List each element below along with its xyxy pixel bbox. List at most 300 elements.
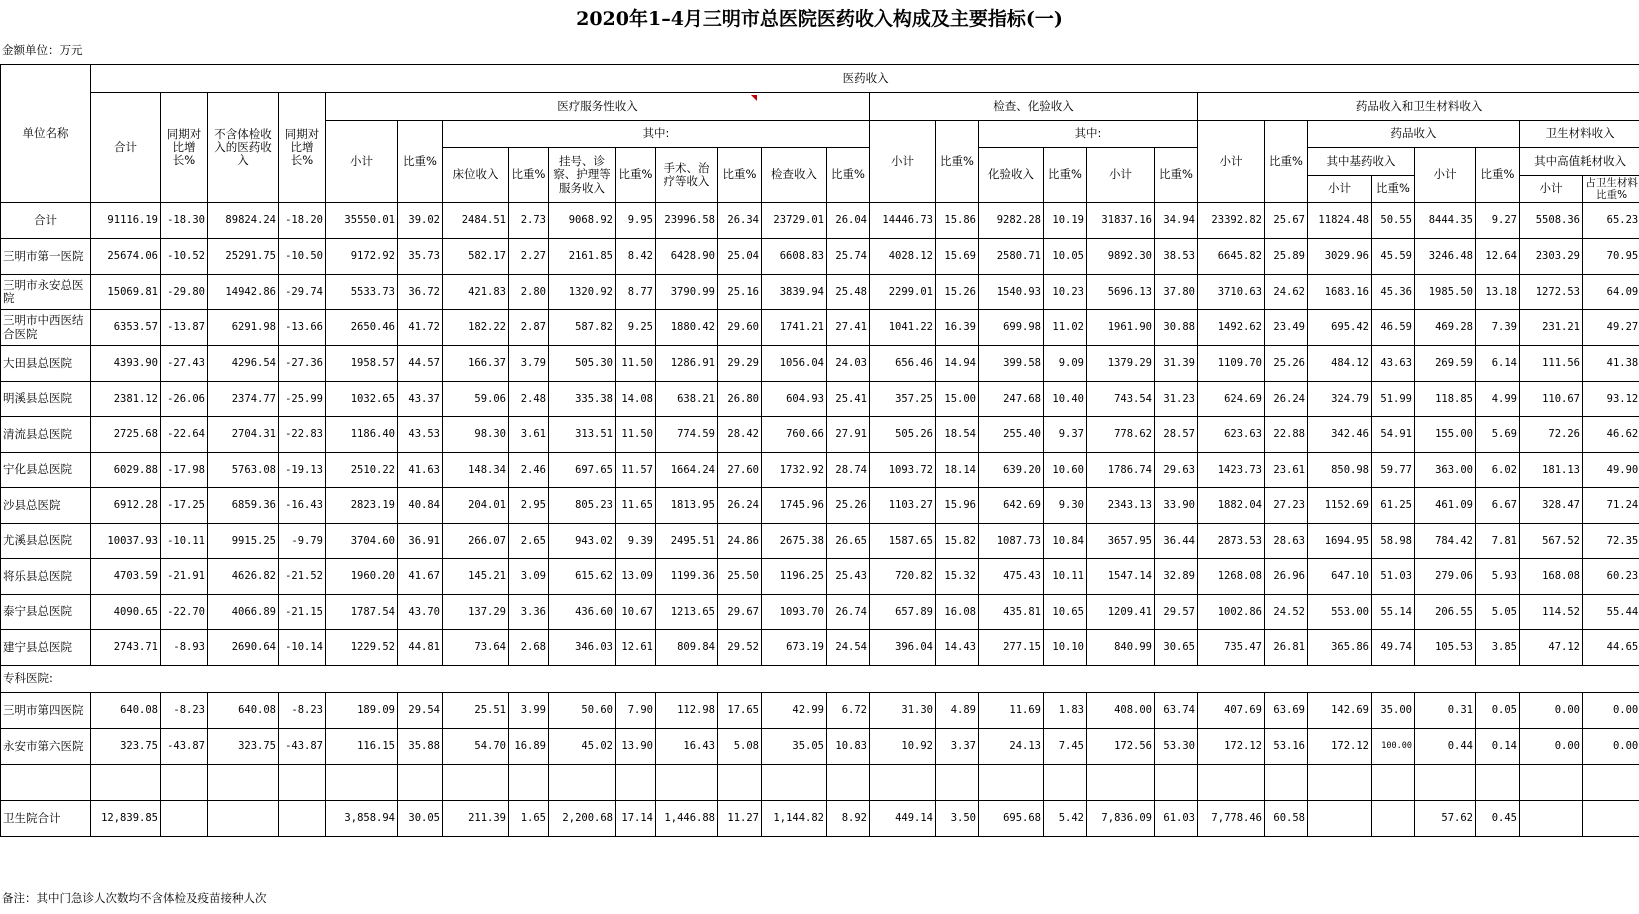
table-cell: 1745.96: [762, 488, 827, 524]
table-cell: -19.13: [279, 453, 326, 488]
table-cell: [1308, 801, 1372, 837]
table-cell: 16.08: [936, 595, 979, 630]
table-cell: 112.98: [656, 693, 718, 729]
table-cell: 1423.73: [1198, 453, 1265, 488]
table-cell: 784.42: [1415, 524, 1476, 559]
table-cell: 6.14: [1476, 346, 1520, 382]
table-cell: 760.66: [762, 417, 827, 453]
table-cell: 11.69: [979, 693, 1044, 729]
table-row: [1, 453, 1639, 488]
table-cell: 3.61: [509, 417, 549, 453]
table-cell: 313.51: [549, 417, 616, 453]
table-cell: 182.22: [443, 310, 509, 346]
table-cell: 93.12: [1583, 382, 1639, 417]
table-cell: 3.99: [509, 693, 549, 729]
table-cell: 247.68: [979, 382, 1044, 417]
table-cell: 323.75: [208, 729, 279, 765]
table-cell: 51.99: [1372, 382, 1415, 417]
table-cell: 17.65: [718, 693, 762, 729]
table-cell: 110.67: [1520, 382, 1583, 417]
table-cell: [762, 765, 827, 801]
table-cell: 6608.83: [762, 239, 827, 275]
table-cell: -27.36: [279, 346, 326, 382]
table-cell: 25.51: [443, 693, 509, 729]
table-cell: 54.70: [443, 729, 509, 765]
table-cell: 6.02: [1476, 453, 1520, 488]
table-cell: 25.26: [827, 488, 870, 524]
table-cell: 172.56: [1087, 729, 1155, 765]
table-cell: 269.59: [1415, 346, 1476, 382]
row-name: 清流县总医院: [1, 417, 91, 453]
table-cell: 3.37: [936, 729, 979, 765]
table-cell: 6645.82: [1198, 239, 1265, 275]
table-cell: 4393.90: [91, 346, 161, 382]
table-cell: 615.62: [549, 559, 616, 595]
table-cell: -43.87: [161, 729, 208, 765]
table-cell: [279, 801, 326, 837]
table-cell: [1372, 801, 1415, 837]
table-cell: 28.42: [718, 417, 762, 453]
table-cell: 10.84: [1044, 524, 1087, 559]
table-cell: 778.62: [1087, 417, 1155, 453]
table-cell: [208, 765, 279, 801]
table-cell: 2,200.68: [549, 801, 616, 837]
table-cell: 30.88: [1155, 310, 1198, 346]
table-cell: 5.93: [1476, 559, 1520, 595]
table-cell: 59.06: [443, 382, 509, 417]
row-name: 卫生院合计: [1, 801, 91, 837]
table-cell: 26.81: [1265, 630, 1308, 666]
table-cell: [443, 765, 509, 801]
table-cell: 1103.27: [870, 488, 936, 524]
table-cell: 2.65: [509, 524, 549, 559]
table-cell: 1813.95: [656, 488, 718, 524]
table-cell: 44.57: [398, 346, 443, 382]
table-cell: -18.30: [161, 203, 208, 239]
table-cell: 15.86: [936, 203, 979, 239]
table-cell: 15.26: [936, 275, 979, 310]
table-cell: 1229.52: [326, 630, 398, 666]
table-row: [1, 239, 1639, 275]
table-cell: 3.79: [509, 346, 549, 382]
header-surgery: 手术、治疗等收入: [656, 148, 718, 203]
table-cell: 71.24: [1583, 488, 1639, 524]
table-cell: 9.95: [616, 203, 656, 239]
table-cell: 10.92: [870, 729, 936, 765]
table-cell: 28.57: [1155, 417, 1198, 453]
table-cell: 58.98: [1372, 524, 1415, 559]
table-cell: 624.69: [1198, 382, 1265, 417]
table-cell: 53.30: [1155, 729, 1198, 765]
table-cell: 15.69: [936, 239, 979, 275]
table-cell: 3.85: [1476, 630, 1520, 666]
table-cell: 7.39: [1476, 310, 1520, 346]
table-cell: 279.06: [1415, 559, 1476, 595]
header-drug-material-income: 药品收入和卫生材料收入: [1198, 93, 1639, 121]
table-cell: 840.99: [1087, 630, 1155, 666]
table-cell: 735.47: [1198, 630, 1265, 666]
table-cell: 10.05: [1044, 239, 1087, 275]
table-cell: 436.60: [549, 595, 616, 630]
table-cell: 22.88: [1265, 417, 1308, 453]
table-cell: 27.60: [718, 453, 762, 488]
table-cell: 1379.29: [1087, 346, 1155, 382]
table-cell: -8.93: [161, 630, 208, 666]
table-cell: 3.36: [509, 595, 549, 630]
row-name: [1, 765, 91, 801]
table-cell: 805.23: [549, 488, 616, 524]
table-cell: 11.50: [616, 346, 656, 382]
table-cell: 73.64: [443, 630, 509, 666]
table-cell: 181.13: [1520, 453, 1583, 488]
table-cell: 4066.89: [208, 595, 279, 630]
header-drug-subtotal: 小计: [1087, 148, 1155, 203]
table-cell: 553.00: [1308, 595, 1372, 630]
table-cell: 4703.59: [91, 559, 161, 595]
table-cell: [1583, 765, 1639, 801]
table-cell: 9.30: [1044, 488, 1087, 524]
table-row: [1, 693, 1639, 729]
table-cell: [1198, 765, 1265, 801]
header-basic-subtotal: 小计: [1308, 176, 1372, 203]
table-cell: 396.04: [870, 630, 936, 666]
table-cell: 1683.16: [1308, 275, 1372, 310]
table-cell: 60.23: [1583, 559, 1639, 595]
table-cell: 2823.19: [326, 488, 398, 524]
table-cell: [91, 765, 161, 801]
table-cell: 399.58: [979, 346, 1044, 382]
table-cell: 145.21: [443, 559, 509, 595]
table-cell: 642.69: [979, 488, 1044, 524]
table-cell: 10.23: [1044, 275, 1087, 310]
table-row: [1, 382, 1639, 417]
header-exam-lab-income: 检查、化验收入: [870, 93, 1198, 121]
table-cell: 8444.35: [1415, 203, 1476, 239]
table-cell: 1,446.88: [656, 801, 718, 837]
table-cell: 943.02: [549, 524, 616, 559]
header-lab: 化验收入: [979, 148, 1044, 203]
table-cell: 421.83: [443, 275, 509, 310]
table-row: [1, 729, 1639, 765]
table-cell: 172.12: [1308, 729, 1372, 765]
header-ratio-lab: 比重%: [1044, 148, 1087, 203]
table-cell: 29.60: [718, 310, 762, 346]
table-row: [1, 524, 1639, 559]
row-name: 合计: [1, 203, 91, 239]
table-cell: 582.17: [443, 239, 509, 275]
table-cell: 0.31: [1415, 693, 1476, 729]
table-cell: 2510.22: [326, 453, 398, 488]
table-cell: 23.61: [1265, 453, 1308, 488]
table-cell: 809.84: [656, 630, 718, 666]
table-cell: 26.24: [718, 488, 762, 524]
table-cell: 29.52: [718, 630, 762, 666]
table-cell: 25.16: [718, 275, 762, 310]
table-cell: 18.54: [936, 417, 979, 453]
table-cell: 1.83: [1044, 693, 1087, 729]
table-cell: 33.90: [1155, 488, 1198, 524]
page-title: 2020年1–4月三明市总医院医药收入构成及主要指标(一): [576, 8, 1063, 30]
table-row: [1, 488, 1639, 524]
table-cell: 63.74: [1155, 693, 1198, 729]
header-high-value: 其中高值耗材收入: [1520, 148, 1639, 176]
table-cell: 14446.73: [870, 203, 936, 239]
table-cell: 41.72: [398, 310, 443, 346]
table-cell: 3246.48: [1415, 239, 1476, 275]
table-cell: 53.16: [1265, 729, 1308, 765]
table-cell: 5696.13: [1087, 275, 1155, 310]
table-cell: -25.99: [279, 382, 326, 417]
table-cell: 61.03: [1155, 801, 1198, 837]
table-cell: 39.02: [398, 203, 443, 239]
table-cell: 30.65: [1155, 630, 1198, 666]
table-cell: 206.55: [1415, 595, 1476, 630]
table-cell: [161, 801, 208, 837]
table-cell: 6029.88: [91, 453, 161, 488]
table-cell: 6428.90: [656, 239, 718, 275]
table-cell: [549, 765, 616, 801]
header-ratio-surgery: 比重%: [718, 148, 762, 203]
table-cell: 6353.57: [91, 310, 161, 346]
table-cell: 1664.24: [656, 453, 718, 488]
table-cell: -26.06: [161, 382, 208, 417]
table-cell: 16.43: [656, 729, 718, 765]
table-cell: 26.80: [718, 382, 762, 417]
table-cell: [616, 765, 656, 801]
table-cell: 155.00: [1415, 417, 1476, 453]
table-cell: 604.93: [762, 382, 827, 417]
header-subtotal-2: 小计: [870, 121, 936, 203]
table-cell: 505.30: [549, 346, 616, 382]
table-cell: 2.87: [509, 310, 549, 346]
table-cell: [979, 765, 1044, 801]
table-cell: 469.28: [1415, 310, 1476, 346]
table-cell: [936, 765, 979, 801]
table-cell: -17.25: [161, 488, 208, 524]
header-total: 合计: [91, 93, 161, 203]
table-cell: 10.19: [1044, 203, 1087, 239]
table-cell: 6859.36: [208, 488, 279, 524]
table-cell: 2303.29: [1520, 239, 1583, 275]
table-cell: 30.05: [398, 801, 443, 837]
table-cell: 5508.36: [1520, 203, 1583, 239]
table-cell: 407.69: [1198, 693, 1265, 729]
table-cell: 13.09: [616, 559, 656, 595]
table-row: [1, 559, 1639, 595]
table-cell: 26.65: [827, 524, 870, 559]
table-cell: 60.58: [1265, 801, 1308, 837]
table-cell: 1741.21: [762, 310, 827, 346]
table-cell: 142.69: [1308, 693, 1372, 729]
table-cell: 0.05: [1476, 693, 1520, 729]
table-cell: 25.67: [1265, 203, 1308, 239]
unit-label: 金额单位：万元: [2, 43, 83, 57]
table-cell: 4296.54: [208, 346, 279, 382]
table-cell: 49.74: [1372, 630, 1415, 666]
table-cell: 65.23: [1583, 203, 1639, 239]
table-cell: 10.11: [1044, 559, 1087, 595]
table-cell: 266.07: [443, 524, 509, 559]
table-cell: 9.09: [1044, 346, 1087, 382]
table-cell: 100.00: [1372, 729, 1415, 765]
table-cell: 10.67: [616, 595, 656, 630]
table-cell: 1882.04: [1198, 488, 1265, 524]
table-cell: -18.20: [279, 203, 326, 239]
table-cell: 1002.86: [1198, 595, 1265, 630]
table-cell: 10.60: [1044, 453, 1087, 488]
table-cell: 1032.65: [326, 382, 398, 417]
table-cell: 25.50: [718, 559, 762, 595]
table-cell: 37.80: [1155, 275, 1198, 310]
table-cell: 2.27: [509, 239, 549, 275]
table-cell: 46.59: [1372, 310, 1415, 346]
table-cell: 1041.22: [870, 310, 936, 346]
table-cell: 1199.36: [656, 559, 718, 595]
table-cell: [208, 801, 279, 837]
row-name: 永安市第六医院: [1, 729, 91, 765]
header-high-subtotal: 小计: [1520, 176, 1583, 203]
table-cell: 25.43: [827, 559, 870, 595]
table-cell: 9915.25: [208, 524, 279, 559]
header-of-which-1: 其中:: [443, 121, 870, 148]
table-cell: 118.85: [1415, 382, 1476, 417]
row-name: 泰宁县总医院: [1, 595, 91, 630]
table-cell: 335.38: [549, 382, 616, 417]
table-cell: -22.83: [279, 417, 326, 453]
table-cell: 2381.12: [91, 382, 161, 417]
table-cell: 1958.57: [326, 346, 398, 382]
table-cell: 656.46: [870, 346, 936, 382]
table-cell: 36.44: [1155, 524, 1198, 559]
table-cell: 11.50: [616, 417, 656, 453]
table-cell: 4028.12: [870, 239, 936, 275]
table-cell: 0.00: [1520, 729, 1583, 765]
row-name: 专科医院:: [1, 666, 1639, 693]
table-cell: 43.70: [398, 595, 443, 630]
table-cell: 24.52: [1265, 595, 1308, 630]
table-cell: [509, 765, 549, 801]
table-row: [1, 630, 1639, 666]
table-cell: -10.14: [279, 630, 326, 666]
table-cell: 365.86: [1308, 630, 1372, 666]
table-cell: 36.72: [398, 275, 443, 310]
table-cell: 6912.28: [91, 488, 161, 524]
table-cell: 255.40: [979, 417, 1044, 453]
table-cell: 26.24: [1265, 382, 1308, 417]
row-name: 大田县总医院: [1, 346, 91, 382]
table-cell: 1880.42: [656, 310, 718, 346]
table-cell: 328.47: [1520, 488, 1583, 524]
table-cell: 111.56: [1520, 346, 1583, 382]
table-cell: 9.25: [616, 310, 656, 346]
table-row: [1, 801, 1639, 837]
table-cell: 54.91: [1372, 417, 1415, 453]
header-ratio-2: 比重%: [936, 121, 979, 203]
table-cell: 461.09: [1415, 488, 1476, 524]
table-cell: 14942.86: [208, 275, 279, 310]
table-cell: 2.95: [509, 488, 549, 524]
table-cell: 15069.81: [91, 275, 161, 310]
table-cell: 43.37: [398, 382, 443, 417]
table-cell: 3029.96: [1308, 239, 1372, 275]
table-cell: 1960.20: [326, 559, 398, 595]
table-cell: [1583, 801, 1639, 837]
table-cell: 14.08: [616, 382, 656, 417]
table-cell: 9.27: [1476, 203, 1520, 239]
table-cell: 323.75: [91, 729, 161, 765]
table-cell: 204.01: [443, 488, 509, 524]
table-row: [1, 203, 1639, 239]
table-cell: 10.65: [1044, 595, 1087, 630]
table-cell: 98.30: [443, 417, 509, 453]
row-name: 三明市永安总医院: [1, 275, 91, 310]
table-cell: 43.63: [1372, 346, 1415, 382]
table-cell: -16.43: [279, 488, 326, 524]
table-cell: 12.64: [1476, 239, 1520, 275]
row-name: 三明市第四医院: [1, 693, 91, 729]
table-cell: 49.90: [1583, 453, 1639, 488]
footnote: 备注：其中门急诊人次数均不含体检及疫苗接种人次: [2, 891, 267, 905]
table-cell: 640.08: [208, 693, 279, 729]
table-cell: 11.65: [616, 488, 656, 524]
table-cell: 3.09: [509, 559, 549, 595]
table-cell: 699.98: [979, 310, 1044, 346]
table-cell: 484.12: [1308, 346, 1372, 382]
table-cell: 2.48: [509, 382, 549, 417]
table-cell: 64.09: [1583, 275, 1639, 310]
table-cell: 743.54: [1087, 382, 1155, 417]
table-cell: 1109.70: [1198, 346, 1265, 382]
table-cell: 10.10: [1044, 630, 1087, 666]
table-cell: 13.18: [1476, 275, 1520, 310]
table-cell: 41.38: [1583, 346, 1639, 382]
table-cell: 475.43: [979, 559, 1044, 595]
header-ratio-reg: 比重%: [616, 148, 656, 203]
income-table: [0, 64, 1639, 837]
table-cell: 31837.16: [1087, 203, 1155, 239]
table-cell: 29.54: [398, 693, 443, 729]
table-cell: 3657.95: [1087, 524, 1155, 559]
table-cell: [1476, 765, 1520, 801]
table-cell: 639.20: [979, 453, 1044, 488]
table-cell: 2873.53: [1198, 524, 1265, 559]
table-cell: [1044, 765, 1087, 801]
table-cell: 6291.98: [208, 310, 279, 346]
table-cell: 4.99: [1476, 382, 1520, 417]
table-cell: 1,144.82: [762, 801, 827, 837]
table-cell: 57.62: [1415, 801, 1476, 837]
table-cell: 0.45: [1476, 801, 1520, 837]
table-cell: 640.08: [91, 693, 161, 729]
table-cell: 1985.50: [1415, 275, 1476, 310]
table-cell: 1492.62: [1198, 310, 1265, 346]
table-cell: 16.39: [936, 310, 979, 346]
table-cell: 363.00: [1415, 453, 1476, 488]
table-cell: 72.35: [1583, 524, 1639, 559]
table-cell: -27.43: [161, 346, 208, 382]
table-cell: -17.98: [161, 453, 208, 488]
table-cell: 1320.92: [549, 275, 616, 310]
table-cell: 29.29: [718, 346, 762, 382]
table-cell: 45.36: [1372, 275, 1415, 310]
table-cell: 2495.51: [656, 524, 718, 559]
table-cell: 211.39: [443, 801, 509, 837]
table-cell: 2.46: [509, 453, 549, 488]
table-cell: 277.15: [979, 630, 1044, 666]
table-cell: 1547.14: [1087, 559, 1155, 595]
table-cell: 189.09: [326, 693, 398, 729]
table-cell: 41.63: [398, 453, 443, 488]
